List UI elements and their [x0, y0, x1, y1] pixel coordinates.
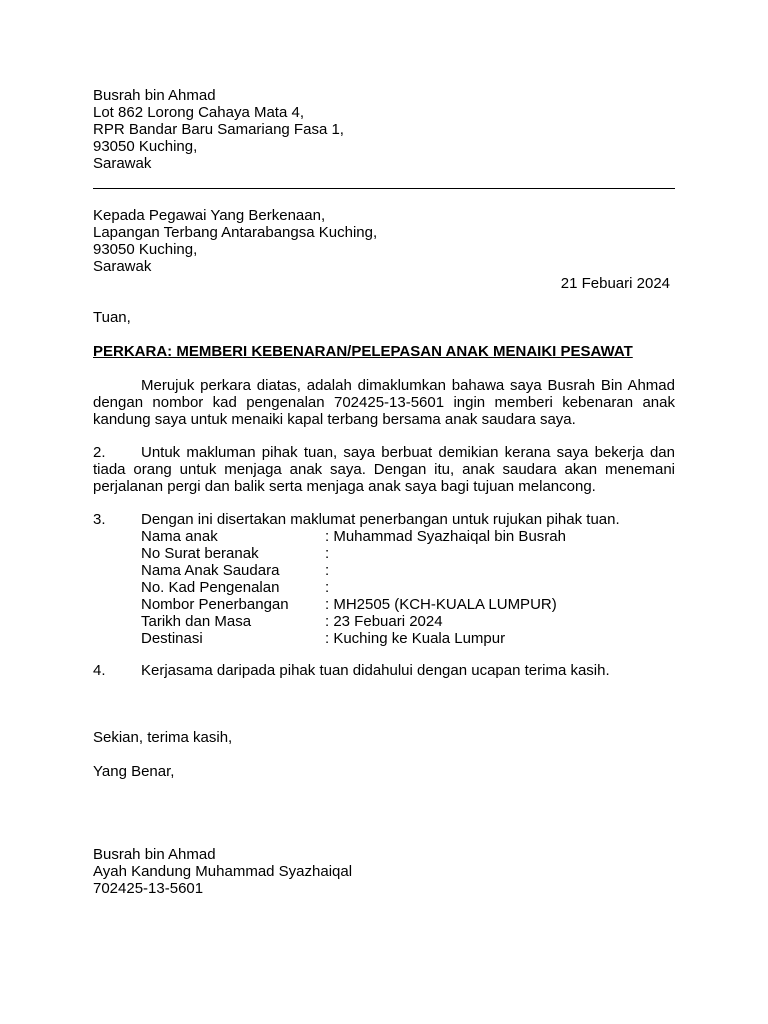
- detail-label: Tarikh dan Masa: [141, 613, 252, 630]
- letter-date: 21 Febuari 2024: [560, 275, 670, 292]
- paragraph-2: [93, 444, 675, 495]
- paragraph-2-text: Untuk makluman pihak tuan, saya berbuat demikian kerana saya bekerja dan tiada orang untuk menjaga anak saya. Dengan itu, anak saudara akan menemani perjalanan pergi dan balik serta menjaga anak saya bagi tujuan melancong.: [93, 444, 675, 495]
- detail-label: No. Kad Pengenalan: [141, 579, 280, 596]
- detail-label: Nama Anak Saudara: [141, 562, 280, 579]
- detail-row: [141, 528, 641, 545]
- paragraph-3-number: 3.: [93, 511, 106, 528]
- salutation: Tuan,: [93, 309, 131, 326]
- detail-value: : MH2505 (KCH-KUALA LUMPUR): [325, 596, 557, 613]
- detail-value: : 23 Febuari 2024: [325, 613, 443, 630]
- detail-row: [141, 545, 641, 562]
- paragraph-1-text: Merujuk perkara diatas, adalah dimaklumkan bahawa saya Busrah Bin Ahmad dengan nombor kad pengenalan 702425-13-5601 ingin memberi kebenaran anak kandung saya untuk menaiki kapal terbang bersama anak saudara saya.: [93, 377, 675, 428]
- detail-label: Destinasi: [141, 630, 203, 647]
- signature-line: 702425-13-5601: [93, 880, 204, 897]
- sign-off: Yang Benar,: [93, 763, 175, 780]
- header-divider: [93, 188, 675, 189]
- letter-subject: PERKARA: MEMBERI KEBENARAN/PELEPASAN ANAK MENAIKI PESAWAT: [93, 343, 633, 360]
- sender-line: Sarawak: [93, 155, 152, 172]
- detail-row: [141, 613, 641, 630]
- detail-value: : Kuching ke Kuala Lumpur: [325, 630, 506, 647]
- signature-line: Ayah Kandung Muhammad Syazhaiqal: [93, 863, 353, 880]
- detail-label: No Surat beranak: [141, 545, 259, 562]
- paragraph-4: [93, 662, 675, 679]
- paragraph-1: [93, 377, 675, 428]
- recipient-line: 93050 Kuching,: [93, 241, 198, 258]
- paragraph-4-number: 4.: [93, 662, 106, 679]
- recipient-line: Kepada Pegawai Yang Berkenaan,: [93, 207, 326, 224]
- detail-row: [141, 579, 641, 596]
- flight-details: [141, 528, 641, 647]
- detail-row: [141, 596, 641, 613]
- sender-line: Busrah bin Ahmad: [93, 87, 216, 104]
- detail-value: : Muhammad Syazhaiqal bin Busrah: [325, 528, 566, 545]
- recipient-address: [93, 207, 675, 275]
- detail-label: Nombor Penerbangan: [141, 596, 289, 613]
- signature-block: [93, 846, 675, 897]
- recipient-line: Lapangan Terbang Antarabangsa Kuching,: [93, 224, 378, 241]
- paragraph-2-number: 2.: [93, 444, 106, 461]
- paragraph-4-text: Kerjasama daripada pihak tuan didahului dengan ucapan terima kasih.: [141, 662, 610, 679]
- recipient-line: Sarawak: [93, 258, 152, 275]
- detail-value: :: [325, 562, 330, 579]
- sender-line: 93050 Kuching,: [93, 138, 198, 155]
- closing-line: Sekian, terima kasih,: [93, 729, 233, 746]
- sender-line: Lot 862 Lorong Cahaya Mata 4,: [93, 104, 304, 121]
- detail-value: :: [325, 545, 330, 562]
- detail-row: [141, 630, 641, 647]
- sender-line: RPR Bandar Baru Samariang Fasa 1,: [93, 121, 344, 138]
- paragraph-3-text: Dengan ini disertakan maklumat penerbangan untuk rujukan pihak tuan.: [141, 511, 620, 528]
- sender-address: [93, 87, 675, 172]
- paragraph-3: [93, 511, 675, 528]
- signature-line: Busrah bin Ahmad: [93, 846, 216, 863]
- detail-value: :: [325, 579, 330, 596]
- detail-label: Nama anak: [141, 528, 218, 545]
- detail-row: [141, 562, 641, 579]
